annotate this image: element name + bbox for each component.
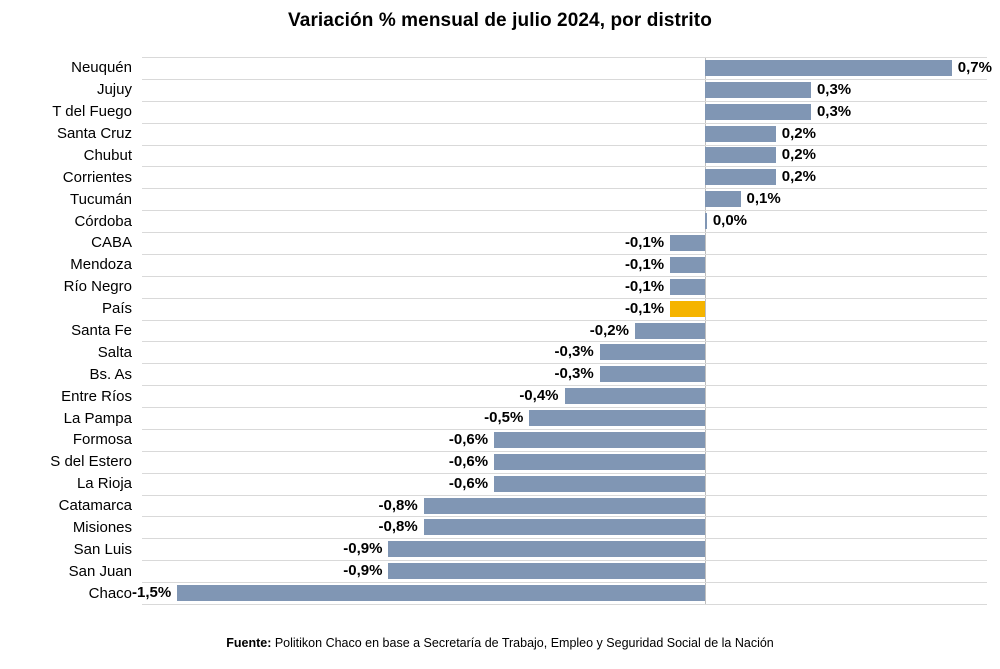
category-label: País [101, 300, 132, 318]
bar [705, 104, 811, 120]
gridline [142, 385, 987, 386]
category-label: Santa Cruz [56, 125, 132, 143]
bar [635, 323, 705, 339]
gridline [142, 166, 987, 167]
gridline [142, 188, 987, 189]
bar-value-label: 0,2% [781, 168, 816, 186]
gridline [142, 495, 987, 496]
gridline [142, 123, 987, 124]
bar-value-label: 0,3% [816, 102, 852, 120]
bar-value-label: -0,9% [343, 540, 383, 558]
bar [670, 301, 705, 317]
bar [565, 388, 706, 404]
bar-value-label: -0,2% [589, 321, 629, 339]
gridline [142, 560, 987, 561]
bar [670, 279, 705, 295]
category-label: Chaco [88, 584, 132, 602]
bar [424, 498, 706, 514]
gridline [142, 276, 987, 277]
gridline [142, 582, 987, 583]
gridline [142, 451, 987, 452]
bar-value-label: 0,0% [712, 212, 748, 230]
category-label: La Pampa [63, 409, 132, 427]
category-label: Formosa [72, 431, 132, 449]
gridline [142, 79, 987, 80]
bar [600, 344, 706, 360]
category-label: Mendoza [70, 256, 132, 274]
gridline [142, 429, 987, 430]
bar-value-label: -0,6% [448, 430, 489, 448]
bar-value-label: 0,7% [957, 58, 992, 76]
category-label: Entre Ríos [61, 387, 132, 405]
chart-plot-area [0, 57, 1000, 604]
bar [670, 235, 705, 251]
bar-value-label: -0,9% [343, 562, 383, 580]
page-title: Variación % mensual de julio 2024, por distrito [288, 10, 712, 31]
category-label: San Juan [68, 562, 132, 580]
bar-value-label: -0,8% [378, 518, 418, 536]
bar-value-label: -1,5% [132, 584, 172, 602]
bar-value-label: -0,6% [448, 452, 489, 470]
bar [705, 126, 775, 142]
bar-value-label: -0,4% [519, 387, 559, 405]
bar [705, 147, 775, 163]
bar [529, 410, 705, 426]
bar [388, 541, 705, 557]
gridline [142, 363, 987, 364]
gridline [142, 341, 987, 342]
bar [388, 563, 705, 579]
gridline [142, 57, 987, 58]
bar-value-label: -0,1% [624, 299, 665, 317]
bar-value-label: -0,6% [448, 474, 489, 492]
bar-value-label: 0,1% [746, 190, 781, 208]
category-label: Chubut [83, 146, 132, 164]
bar [705, 213, 707, 229]
bar-value-label: -0,3% [554, 343, 594, 361]
bar-value-label: -0,1% [624, 277, 665, 295]
category-label: San Luis [73, 540, 132, 558]
gridline [142, 473, 987, 474]
category-label: Río Negro [63, 278, 132, 296]
category-label: CABA [91, 234, 132, 252]
bar [705, 60, 951, 76]
category-label: La Rioja [76, 475, 132, 493]
bar [494, 476, 705, 492]
gridline [142, 604, 987, 605]
bar [670, 257, 705, 273]
bar-value-label: -0,5% [484, 409, 524, 427]
category-label: Catamarca [58, 497, 132, 515]
bar-value-label: -0,3% [554, 365, 594, 383]
bar-value-label: 0,2% [781, 124, 816, 142]
category-label: Jujuy [96, 81, 132, 99]
gridline [142, 516, 987, 517]
gridline [142, 254, 987, 255]
category-label: Córdoba [74, 212, 132, 230]
bar [177, 585, 705, 601]
category-label: Bs. As [89, 365, 132, 383]
bar-value-label: -0,1% [624, 255, 665, 273]
gridline [142, 145, 987, 146]
gridline [142, 538, 987, 539]
bar [424, 519, 706, 535]
bar-value-label: -0,1% [624, 233, 665, 251]
bar [494, 432, 705, 448]
source-text: Politikon Chaco en base a Secretaría de Trabajo, Empleo y Seguridad Social de la Nación [274, 636, 774, 650]
bar [600, 366, 706, 382]
category-label: S del Estero [50, 453, 132, 471]
gridline [142, 210, 987, 211]
category-label: Neuquén [71, 59, 132, 77]
category-label: T del Fuego [52, 103, 132, 121]
source-note [0, 636, 1000, 650]
source-prefix: Fuente: [226, 636, 272, 650]
category-label: Corrientes [62, 168, 132, 186]
bar-value-label: 0,3% [816, 80, 852, 98]
gridline [142, 232, 987, 233]
category-label: Salta [97, 343, 132, 361]
category-label: Misiones [72, 518, 132, 536]
gridline [142, 407, 987, 408]
bar-value-label: -0,8% [378, 496, 418, 514]
bar [705, 169, 775, 185]
gridline [142, 320, 987, 321]
category-label: Santa Fe [71, 322, 132, 339]
bar [705, 82, 811, 98]
category-axis-labels [0, 57, 140, 604]
bar-value-label: 0,2% [781, 146, 816, 164]
category-label: Tucumán [70, 190, 132, 208]
gridline [142, 298, 987, 299]
bar [494, 454, 705, 470]
bars-container [132, 57, 992, 604]
bar [705, 191, 740, 207]
gridline [142, 101, 987, 102]
